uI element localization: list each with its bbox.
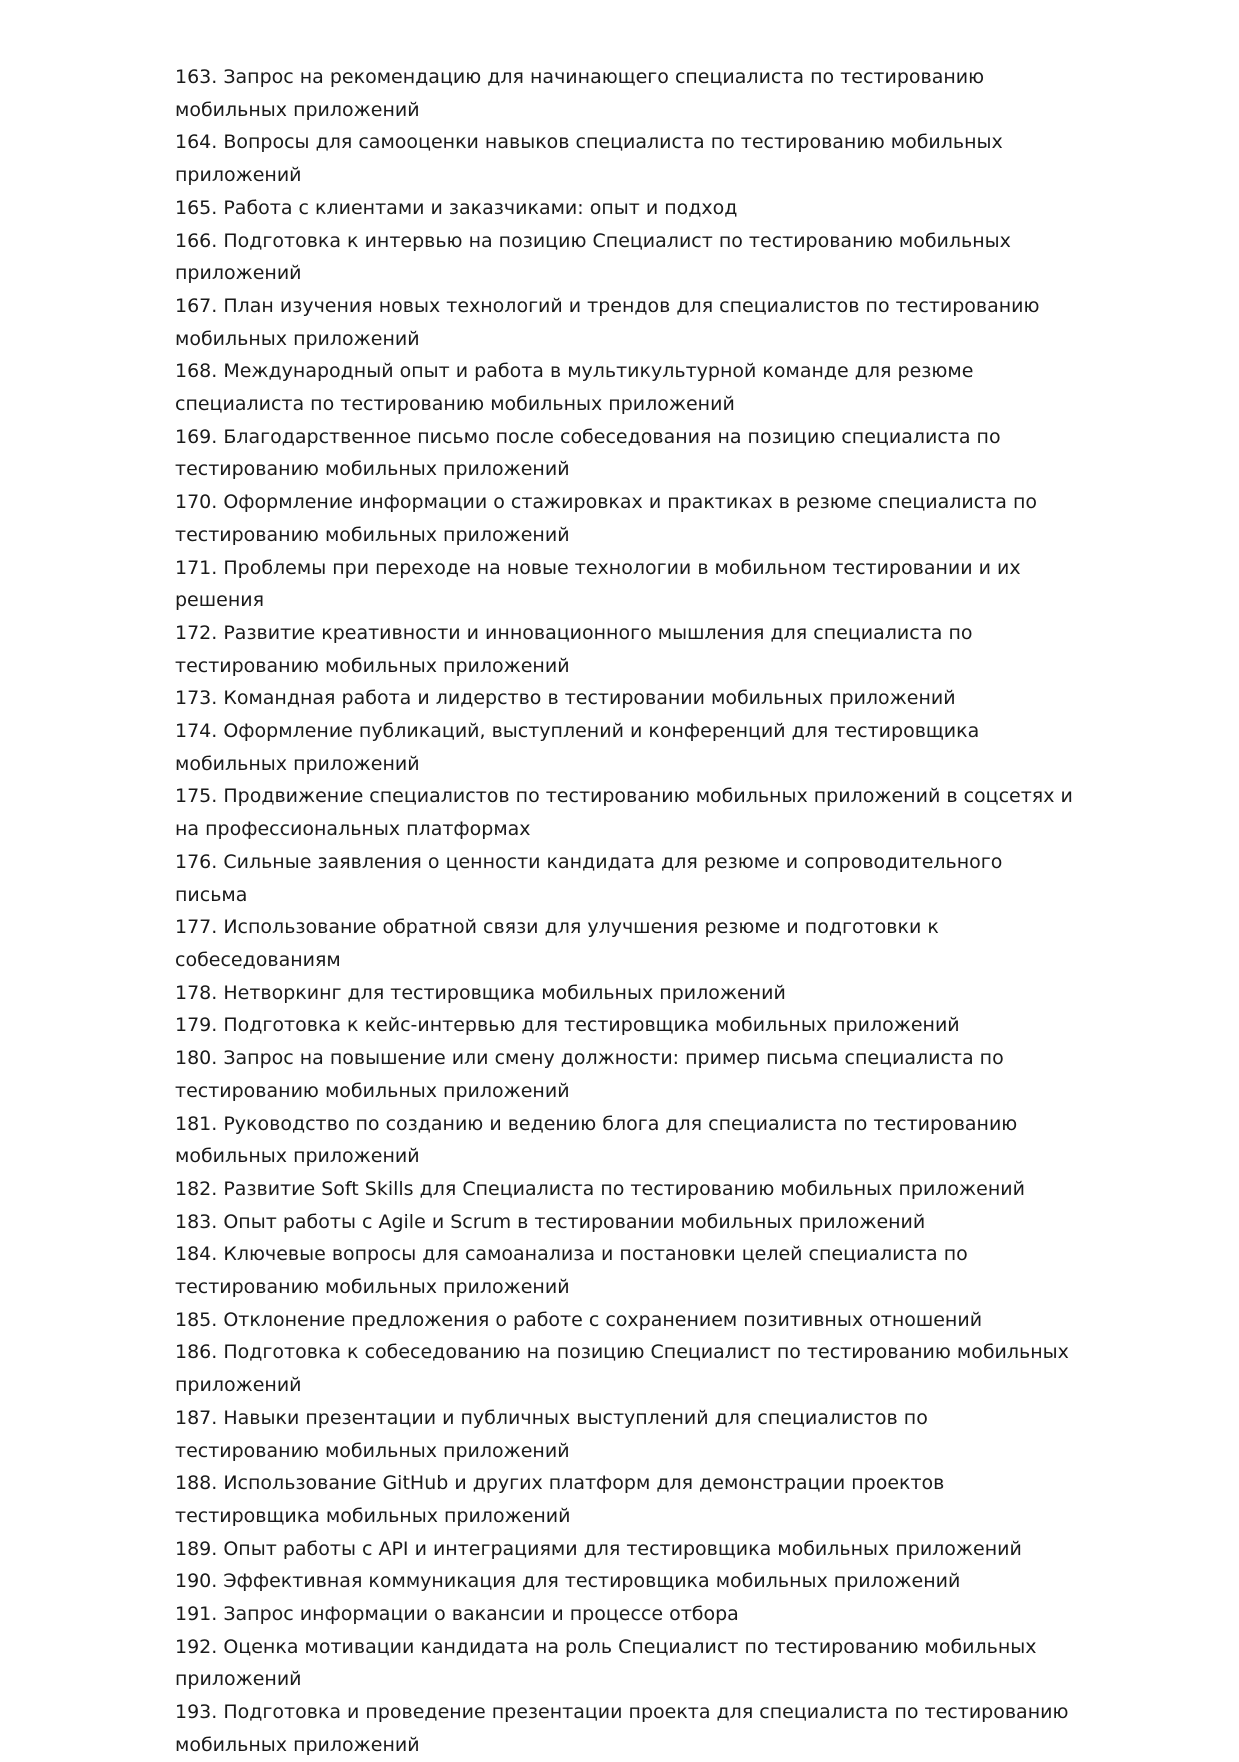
- list-item: 185. Отклонение предложения о работе с сохранением позитивных отношений: [175, 1308, 983, 1331]
- list-item: 175. Продвижение специалистов по тестированию мобильных приложений в соцсетях и на профессиональных платформах: [175, 785, 1073, 841]
- list-item: 170. Оформление информации о стажировках и практиках в резюме специалиста по тестированию мобильных приложений: [175, 491, 1037, 546]
- list-item: 184. Ключевые вопросы для самоанализа и постановки целей специалиста по тестированию мобильных приложений: [175, 1243, 968, 1299]
- list-item: 181. Руководство по созданию и ведению блога для специалиста по тестированию мобильных приложений: [175, 1112, 1018, 1168]
- list-item: 173. Командная работа и лидерство в тестировании мобильных приложений: [175, 687, 956, 710]
- list-item: 193. Подготовка и проведение презентации проекта для специалиста по тестированию мобильных приложений: [175, 1701, 1069, 1756]
- list-item: 183. Опыт работы с Agile и Scrum в тестировании мобильных приложений: [175, 1210, 926, 1233]
- list-item: 189. Опыт работы с API и интеграциями для тестировщика мобильных приложений: [175, 1537, 1022, 1560]
- list-item: 168. Международный опыт и работа в мультикультурной команде для резюме специалиста по тестированию мобильных приложений: [175, 360, 974, 416]
- list-item: 164. Вопросы для самооценки навыков специалиста по тестированию мобильных приложений: [175, 131, 1003, 187]
- list-item: 179. Подготовка к кейс-интервью для тестировщика мобильных приложений: [175, 1014, 960, 1037]
- list-item: 176. Сильные заявления о ценности кандидата для резюме и сопроводительного письма: [175, 850, 1003, 906]
- list-item: 174. Оформление публикаций, выступлений и конференций для тестировщика мобильных приложений: [175, 720, 980, 775]
- list-item: 180. Запрос на повышение или смену должности: пример письма специалиста по тестированию мобильных приложений: [175, 1047, 1004, 1102]
- list-item: 187. Навыки презентации и публичных выступлений для специалистов по тестированию мобильных приложений: [175, 1406, 928, 1462]
- list-item: 178. Нетворкинг для тестировщика мобильных приложений: [175, 981, 786, 1004]
- list-item: 172. Развитие креативности и инновационного мышления для специалиста по тестированию мобильных приложений: [175, 621, 973, 677]
- list-item: 190. Эффективная коммуникация для тестировщика мобильных приложений: [175, 1570, 961, 1593]
- list-item: 171. Проблемы при переходе на новые технологии в мобильном тестировании и их решения: [175, 556, 1021, 612]
- list-item: 188. Использование GitHub и других платформ для демонстрации проектов тестировщика мобильных приложений: [175, 1472, 945, 1527]
- list-item: 186. Подготовка к собеседованию на позицию Специалист по тестированию мобильных приложений: [175, 1341, 1069, 1397]
- list-item: 165. Работа с клиентами и заказчиками: опыт и подход: [175, 196, 738, 219]
- list-item: 163. Запрос на рекомендацию для начинающего специалиста по тестированию мобильных приложений: [175, 66, 985, 121]
- list-item: 169. Благодарственное письмо после собеседования на позицию специалиста по тестированию мобильных приложений: [175, 425, 1001, 481]
- list-item: 166. Подготовка к интервью на позицию Специалист по тестированию мобильных приложений: [175, 229, 1011, 285]
- list-item: 177. Использование обратной связи для улучшения резюме и подготовки к собеседованиям: [175, 916, 939, 971]
- list-item: 191. Запрос информации о вакансии и процессе отбора: [175, 1603, 739, 1626]
- topic-list: [175, 61, 1075, 1762]
- list-item: 182. Развитие Soft Skills для Специалиста по тестированию мобильных приложений: [175, 1177, 1025, 1200]
- list-item: 167. План изучения новых технологий и трендов для специалистов по тестированию мобильных приложений: [175, 294, 1040, 350]
- list-item: 192. Оценка мотивации кандидата на роль Специалист по тестированию мобильных приложений: [175, 1635, 1037, 1691]
